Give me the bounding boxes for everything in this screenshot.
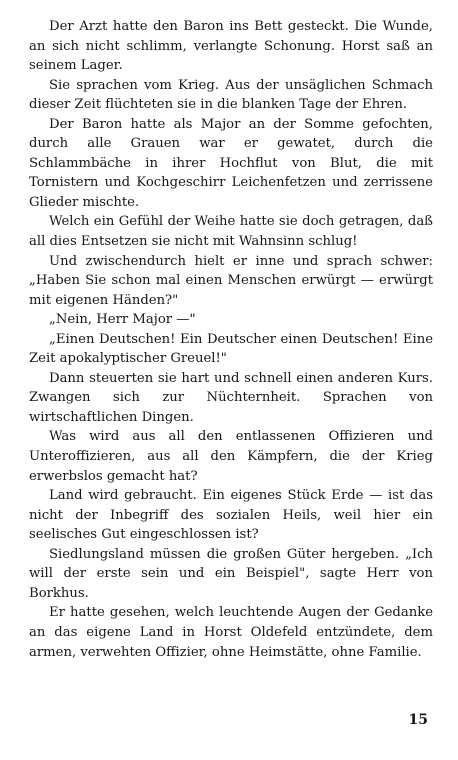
paragraph-12: Er hatte gesehen, welch leuchtende Augen der Gedanke an das eigene Land in Horst Oldefeld entzündete, dem armen, verwehten Offizier, ohne Heimstätte, ohne Familie. xyxy=(29,605,433,660)
paragraph-8: Dann steuerten sie hart und schnell einen anderen Kurs. Zwangen sich zur Nüchternheit. Sprachen von wirtschaftlichen Dingen. xyxy=(29,370,433,425)
paragraph-4: Welch ein Gefühl der Weihe hatte sie doch getragen, daß all dies Entsetzen sie nicht mit Wahnsinn schlug! xyxy=(29,214,433,250)
book-page-text xyxy=(29,17,433,662)
paragraph-7: „Einen Deutschen! Ein Deutscher einen Deutschen! Eine Zeit apokalyptischer Greuel!" xyxy=(29,331,433,367)
paragraph-2: Sie sprachen vom Krieg. Aus der unsäglichen Schmach dieser Zeit flüchteten sie in die blanken Tage der Ehren. xyxy=(29,77,433,113)
page-number: 15 xyxy=(408,712,428,728)
paragraph-10: Land wird gebraucht. Ein eigenes Stück Erde — ist das nicht der Inbegriff des sozialen Heils, weil hier ein seelisches Gut eingeschlossen ist? xyxy=(29,488,433,543)
paragraph-6: „Nein, Herr Major —" xyxy=(49,312,196,328)
paragraph-5: Und zwischendurch hielt er inne und sprach schwer: „Haben Sie schon mal einen Menschen erwürgt — erwürgt mit eigenen Händen?" xyxy=(29,253,433,308)
paragraph-3: Der Baron hatte als Major an der Somme gefochten, durch alle Grauen war er gewatet, durch die Schlammbäche in ihrer Hochflut von Blut, die mit Tornistern und Kochgeschirr Leichenfetzen und zerrissene Glieder mischte. xyxy=(29,116,433,210)
paragraph-11: Siedlungsland müssen die großen Güter hergeben. „Ich will der erste sein und ein Beispiel", sagte Herr von Borkhus. xyxy=(29,546,433,601)
paragraph-1: Der Arzt hatte den Baron ins Bett gesteckt. Die Wunde, an sich nicht schlimm, verlangte Schonung. Horst saß an seinem Lager. xyxy=(29,19,433,74)
paragraph-9: Was wird aus all den entlassenen Offizieren und Unteroffizieren, aus all den Kämpfern, die der Krieg erwerbslos gemacht hat? xyxy=(29,429,433,484)
